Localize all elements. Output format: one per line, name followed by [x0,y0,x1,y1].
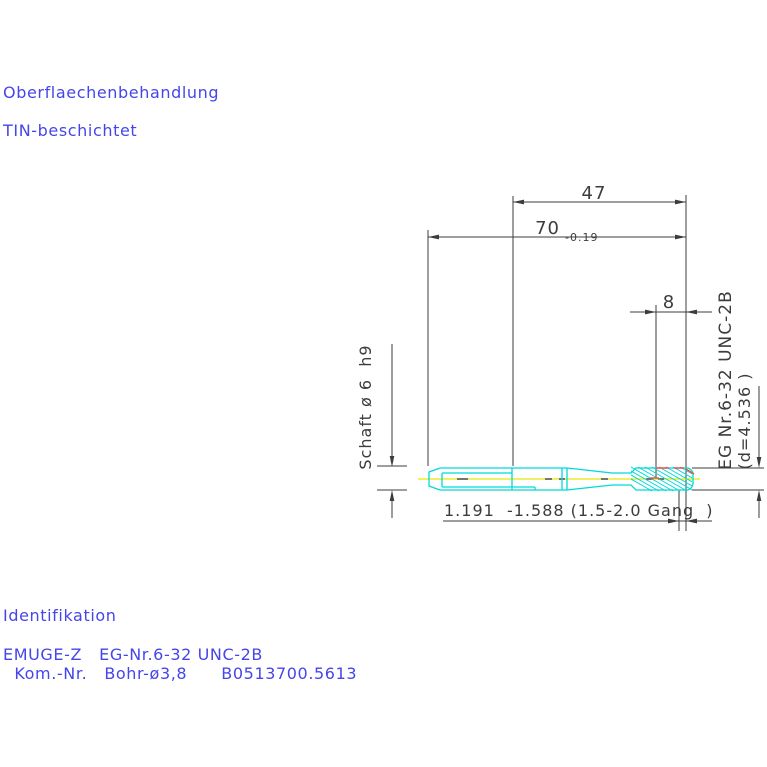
shank-diameter-dimension [356,344,407,518]
thread-diameter-label: (d=4.536 ) [735,372,754,470]
dimension-70-value: 70 [535,218,560,239]
shank-diameter-label: Schaft ø 6 h9 [356,344,375,470]
chamfer-note-text: 1.191 -1.588 (1.5-2.0 Gang ) [444,501,714,520]
square-flat-lines [442,473,535,490]
dimension-70-tolerance: -0.19 [565,231,599,244]
dimension-70 [428,218,686,244]
dimension-47 [513,183,686,204]
identification-title: Identifikation [3,606,117,625]
dimension-47-value: 47 [581,183,607,204]
surface-treatment-value: TIN-beschichtet [3,121,138,140]
surface-treatment-title: Oberflaechenbehandlung [3,83,220,102]
dimension-8 [630,292,712,314]
thread-spec-label: EG Nr.6-32 UNC-2B [716,290,736,470]
identification-order-line: Kom.-Nr. Bohr-ø3,8 B0513700.5613 [3,664,358,683]
identification-product-line: EMUGE-Z EG-Nr.6-32 UNC-2B [3,645,263,664]
dimension-8-value: 8 [662,292,676,313]
chamfer-dimension [443,501,714,523]
thread-spec-dimension [692,290,764,518]
